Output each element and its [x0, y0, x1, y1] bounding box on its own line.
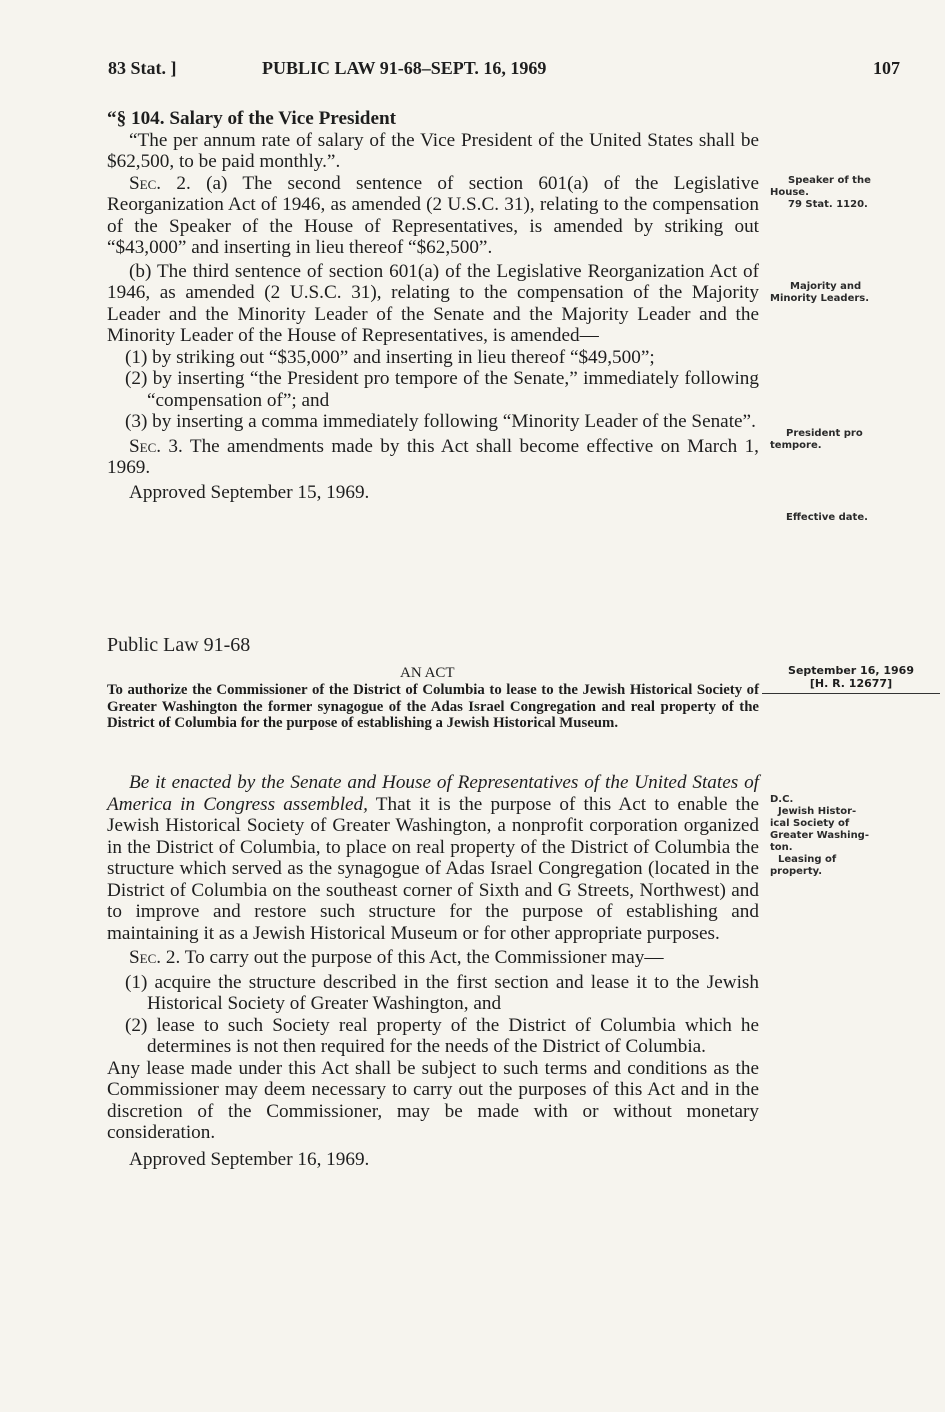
first-section-text: That it is the purpose of this Act to enable the Jewish Historical Society of Greater Washington, a nonprofit corporation organized in the District of Columbia, to place on real property of the District of Columbia the structure which served as the synagogue of Adas Israel Congregation (located in the District of Columbia on the southeast corner of Sixth and G Streets, Northwest) and to improve and restore such structure for the purpose of establishing and maintaining it as a Jewish Historical Museum or for other appropriate purposes. — [107, 793, 759, 944]
approved-2: Approved September 16, 1969. — [129, 1148, 370, 1170]
margin-note-speaker: Speaker of the House. 79 Stat. 1120. — [770, 175, 871, 210]
section-104-block — [107, 108, 759, 503]
sec3-paragraph — [107, 436, 759, 479]
margin-note-president: President pro tempore. — [770, 428, 863, 451]
margin-note-effective: Effective date. — [786, 512, 868, 523]
public-law-body — [107, 772, 759, 1170]
bill-hr-number: [H. R. 12677] — [809, 677, 893, 690]
pl-sec2-paragraph — [107, 947, 759, 969]
sec3-label: Sec. 3. — [129, 435, 183, 457]
sec2b-item-1: (1) by striking out “$35,000” and inserting in lieu thereof “$49,500”; — [125, 346, 655, 368]
bill-title: To authorize the Commissioner of the District of Columbia to lease to the Jewish Historical Society of Greater Washington the former synagogue of the Adas Israel Congregation and real property of the District of Columbia for the purpose of establishing a Jewish Historical Museum. — [107, 682, 759, 731]
bill-date: September 16, 1969 — [788, 664, 914, 677]
enacting-clause: Be it enacted by the Senate and House of Representatives of the United States of America in Congress assembled, — [107, 772, 759, 815]
margin-note-majority: Majority and Minority Leaders. — [770, 281, 870, 304]
pl-sec2-text: To carry out the purpose of this Act, the Commissioner may— — [184, 947, 664, 968]
approved-1: Approved September 15, 1969. — [129, 481, 370, 503]
pl-sec2-item-2: (2) lease to such Society real property of the District of Columbia which he determines is not then required for the needs of the District of Columbia. — [125, 1014, 759, 1057]
sec2b-item-3: (3) by inserting a comma immediately following “Minority Leader of the Senate”. — [125, 411, 756, 432]
running-head-title: PUBLIC LAW 91-68–SEPT. 16, 1969 — [262, 58, 547, 78]
margin-note-dc: D.C. Jewish Histor- ical Society of Greater Washing- ton. Leasing of property. — [770, 794, 869, 877]
pl-sec2-item-1: (1) acquire the structure described in the first section and lease it to the Jewish Historical Society of Greater Washington, and — [125, 971, 759, 1014]
sec2b-text: (b) The third sentence of section 601(a) of the Legislative Reorganization Act of 1946, as amended (2 U.S.C. 31), relating to the compensation of the Majority Leader and the Minority Leader of the Senate and the Majority Leader and the Minority Leader of the House of Representatives, is amended— — [107, 260, 759, 346]
running-head-stat: 83 Stat. ] — [108, 58, 177, 78]
bill-date-box — [762, 664, 940, 694]
sec3-text: The amendments made by this Act shall become effective on March 1, 1969. — [107, 435, 759, 478]
section-104-heading: “§ 104. Salary of the Vice President — [107, 108, 397, 129]
enacting-paragraph — [107, 772, 759, 944]
sec2b-item-2: (2) by inserting “the President pro tempore of the Senate,” immediately following “compensation of”; and — [125, 368, 759, 411]
sec2a-paragraph — [107, 173, 759, 259]
section-104-text: “The per annum rate of salary of the Vice President of the United States shall be $62,500, to be paid monthly.”. — [107, 129, 759, 172]
closing-paragraph: Any lease made under this Act shall be subject to such terms and conditions as the Commissioner may deem necessary to carry out the purposes of this Act and in the discretion of the Commissioner, may be made with or without monetary consideration. — [107, 1057, 759, 1143]
sec2-label: Sec. 2. — [129, 172, 191, 194]
page-number: 107 — [873, 58, 900, 78]
pl-sec2-label: Sec. 2. — [129, 947, 181, 968]
act-label: AN ACT — [400, 665, 455, 681]
public-law-title: Public Law 91-68 — [107, 634, 251, 656]
sec2a-text: (a) The second sentence of section 601(a) of the Legislative Reorganization Act of 1946, as amended (2 U.S.C. 31), relating to the compensation of the Speaker of the House of Representatives, is amended by striking out “$43,000” and inserting in lieu thereof “$62,500”. — [107, 172, 759, 258]
